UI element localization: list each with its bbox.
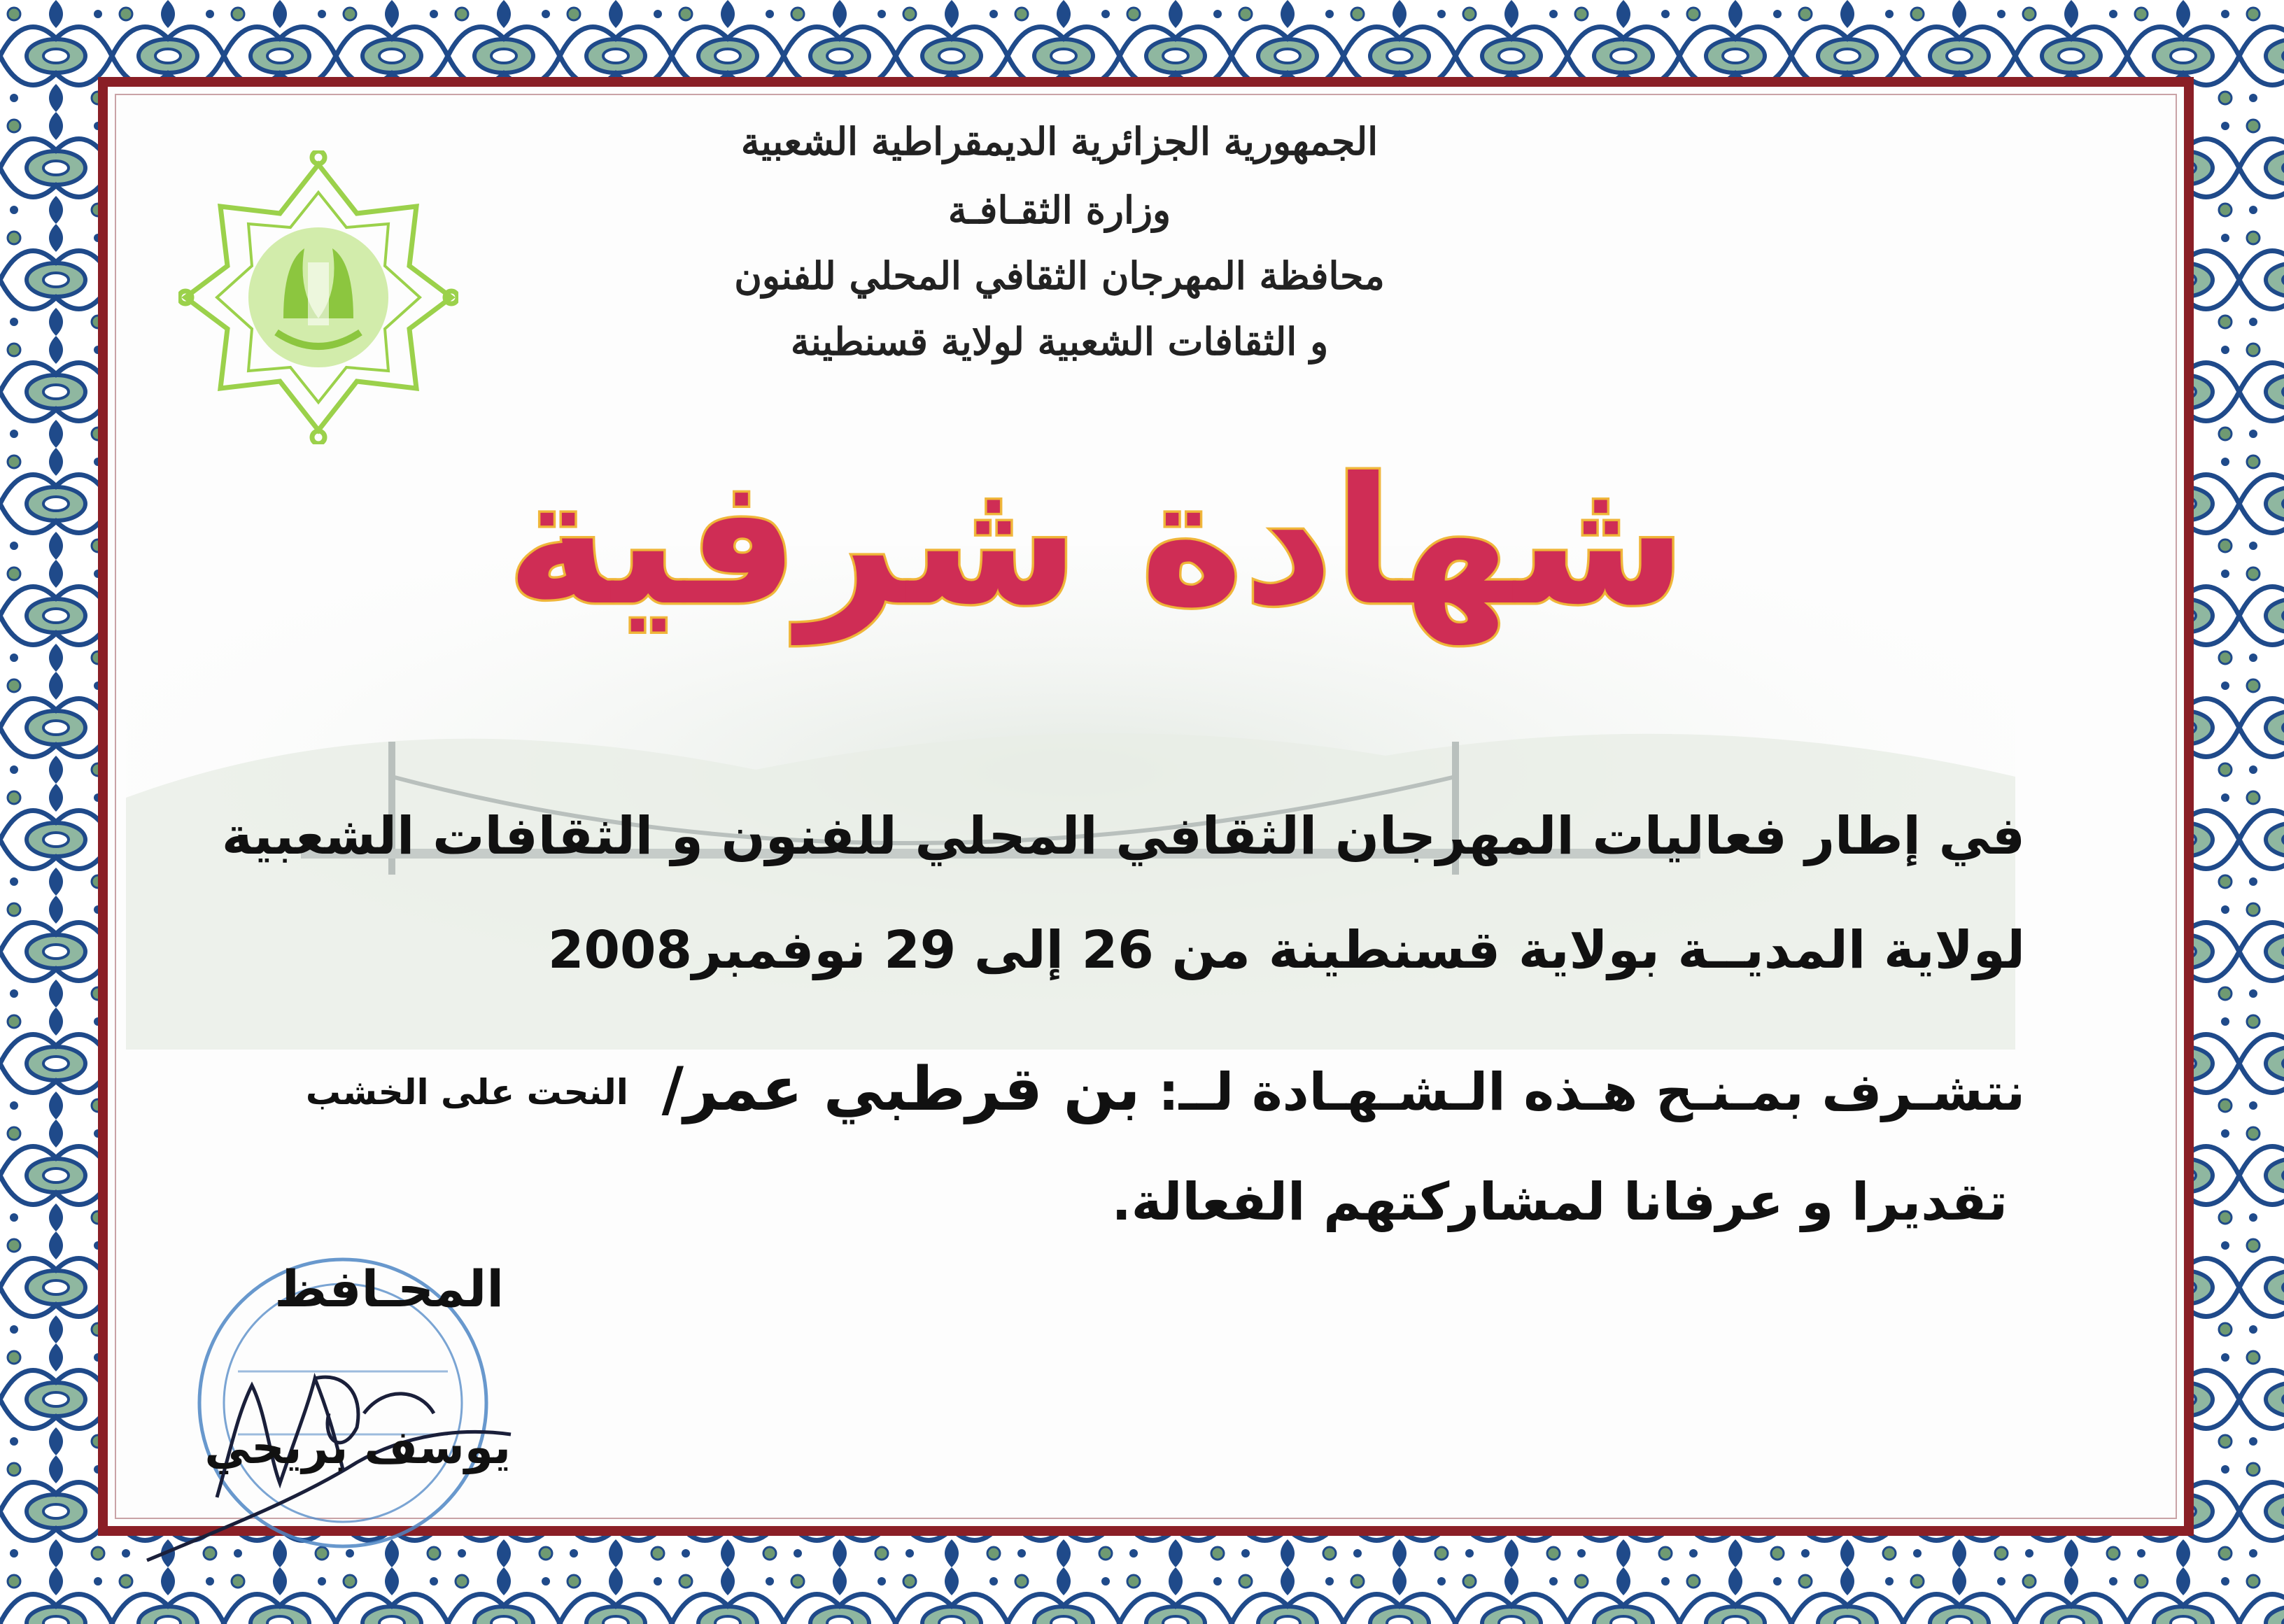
recipient-name: بن قرطبي عمر/: [661, 1054, 1141, 1124]
award-prefix: نتشـرف بمـنـح هـذه الـشـهـادة لــ:: [1158, 1062, 2025, 1122]
certificate-title: شهادة شرفية: [506, 440, 1686, 644]
body-line-4: تقديرا و عرفانا لمشاركتهم الفعالة.: [1111, 1172, 2008, 1232]
body-line-1: في إطار فعاليات المهرجان الثقافي المحلي للفنون و الثقافات الشعبية: [221, 806, 2025, 866]
body-line-2: لولاية المديــة بولاية قسنطينة من 26 إلى 29 نوفمبر2008: [548, 920, 2025, 980]
governor-name: يوسف بريحي: [204, 1420, 511, 1474]
governor-title: المحـافظ: [274, 1259, 504, 1318]
header-festival-line1: محافظة المهرجان الثقافي المحلي للفنون: [734, 253, 1385, 298]
header-ministry: وزارة الثقـافـة: [947, 188, 1171, 232]
recipient-role: النحت على الخشب: [305, 1072, 628, 1113]
header-festival-line2: و الثقافات الشعبية لولاية قسنطينة: [790, 319, 1329, 364]
body-line-3: [220, 1054, 2025, 1124]
festival-logo: [178, 150, 458, 444]
header-republic: الجمهورية الجزائرية الديمقراطية الشعبية: [740, 119, 1379, 164]
